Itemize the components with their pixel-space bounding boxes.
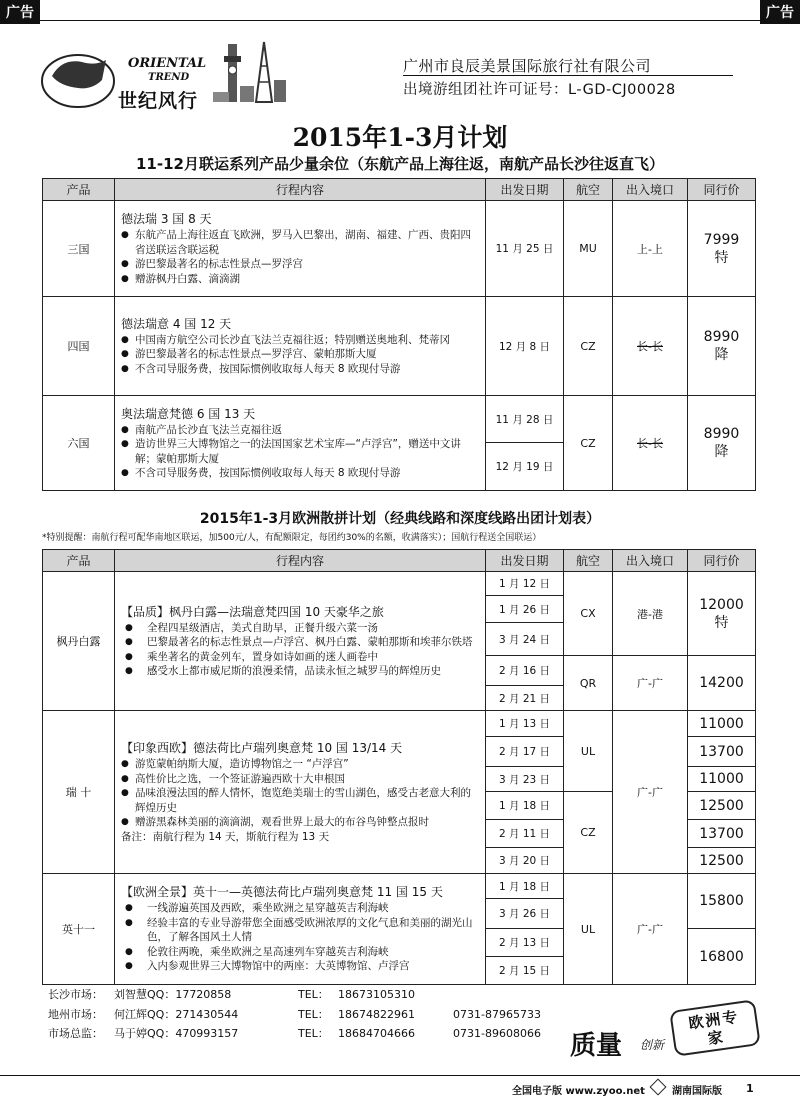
contact-tel2: 0731-87965733 [453,1007,541,1021]
list-item: ● 巴黎最著名的标志性景点—卢浮宫、枫丹白露、蒙帕那斯和埃菲尔铁塔 [121,635,481,650]
port-value: 长-长 [637,437,663,450]
license-number: 出境游组团社许可证号：L-GD-CJ00028 [403,82,676,98]
contacts-block [48,985,541,1044]
price-cell [688,201,756,297]
list-item: ● 中国南方航空公司长沙直飞法兰克福往返；特别赠送奥地利、梵蒂冈 [121,333,481,348]
date-cell: 3 月 23 日 [486,767,564,792]
table-header-row [43,550,756,572]
product-cell: 英十一 [43,874,115,985]
price-cell: 13700 [688,820,756,848]
price-cell [688,396,756,491]
itinerary-remark: 备注：南航行程为 14 天，斯航行程为 13 天 [121,830,330,843]
price-value: 8990 [703,329,740,345]
list-item: ● 乘坐著名的黄金列车，置身如诗如画的迷人画卷中 [121,650,481,665]
port-cell: 港-港 [613,572,688,656]
page-number: 1 [746,1082,754,1095]
col-header: 出入境口 [613,179,688,201]
table-row [43,396,756,443]
price-value: 12000 [699,596,744,613]
list-item: ● 游巴黎最著名的标志性景点—罗浮宫 [121,257,481,272]
header-rule [0,20,800,21]
itinerary-cell [115,396,486,491]
col-header: 同行价 [688,550,756,572]
airline-cell: CZ [564,396,613,491]
section1-title: 11-12月联运系列产品少量余位（东航产品上海往返，南航产品长沙往返直飞） [136,155,664,173]
itinerary-title [121,884,481,901]
price-cell: 12500 [688,848,756,874]
date-cell: 3 月 26 日 [486,899,564,929]
port-cell: 上-上 [613,201,688,297]
footer-left: 全国电子版 www.zyoo.net [512,1086,645,1097]
section1-table [42,178,756,491]
list-item: ● 入内参观世界三大博物馆中的两座：大英博物馆、卢浮宫 [121,959,481,974]
price-cell [688,656,756,711]
airline-cell: UL [564,711,613,792]
col-header: 出发日期 [486,179,564,201]
itinerary-name: 德法荷比卢瑞列奥意梵 10 国 13/14 天 [193,741,403,755]
price-cell: 16800 [688,929,756,985]
price-note: 特 [714,614,729,631]
date-cell: 11 月 28 日 [486,396,564,443]
list-item: ● 造访世界三大博物馆之一的法国国家艺术宝库—“卢浮宫”，赠送中文讲解；蒙帕那斯大厦 [121,437,481,466]
port-cell [613,297,688,396]
price-cell: 13700 [688,737,756,767]
list-item: ● 高性价比之选，一个签证游遍西欧十大申根国 [121,772,481,787]
date-cell: 2 月 15 日 [486,957,564,985]
stamp-badge [669,999,761,1057]
date-cell: 1 月 13 日 [486,711,564,737]
airline-cell: MU [564,201,613,297]
contact-tel-label: TEL： [298,1007,329,1021]
list-item: ● 全程四星级酒店，美式自助早，正餐升级六菜一汤 [121,621,481,636]
airline-cell: CZ [564,297,613,396]
footer-rule [0,1075,800,1076]
date-cell: 2 月 21 日 [486,686,564,711]
contact-label: 长沙市场： [48,988,103,1001]
table-row [43,297,756,396]
logo-text-cn: 世纪风行 [118,90,199,112]
itinerary-title: 德法瑞意 4 国 12 天 [121,316,232,331]
list-item: ● 不含司导服务费，按国际惯例收取每人每天 8 欧现付导游 [121,362,481,377]
col-header: 航空 [564,550,613,572]
contact-tel2: 0731-89608066 [453,1027,541,1040]
list-item: ● 南航产品长沙直飞法兰克福往返 [121,423,481,438]
date-cell: 12 月 19 日 [486,443,564,491]
itinerary-cell [115,201,486,297]
date-cell: 11 月 25 日 [486,201,564,297]
product-cell: 六国 [43,396,115,491]
list-item: ● 东航产品上海往返直飞欧洲，罗马入巴黎出，湖南、福建、广西、贵阳四省送联运含联运税 [121,228,481,257]
date-cell: 12 月 8 日 [486,297,564,396]
product-cell: 三国 [43,201,115,297]
date-cell: 2 月 13 日 [486,929,564,957]
date-cell: 2 月 11 日 [486,820,564,848]
port-value: 长-长 [637,340,663,353]
contact-name: 何江辉QQ：271430544 [114,1007,239,1021]
contact-tel-label: TEL： [298,1027,329,1040]
product-cell: 枫丹白露 [43,572,115,711]
footer-right: 湖南国际版 [672,1086,722,1097]
port-cell [613,396,688,491]
date-cell: 1 月 12 日 [486,572,564,596]
price-value: 7999 [703,231,740,248]
itinerary-name: 枫丹白露—法瑞意梵四国 10 天豪华之旅 [169,604,384,619]
slogan-sub: 创新 [640,1038,665,1052]
list-item: ● 游巴黎最著名的标志性景点—罗浮宫、蒙帕那斯大厦 [121,347,481,362]
itinerary-cell [115,874,486,985]
col-header: 产品 [43,179,115,201]
price-cell: 11000 [688,711,756,737]
itinerary-tag: 【品质】 [121,604,170,619]
price-value: 8990 [703,426,740,442]
ad-label-left: 广告 [0,0,40,24]
port-cell: 广-广 [613,711,688,874]
port-cell: 广-广 [613,656,688,711]
price-cell [688,297,756,396]
price-note: 降 [714,444,729,460]
col-header: 行程内容 [115,179,486,201]
section2-title: 2015年1-3月欧洲散拼计划（经典线路和深度线路出团计划表） [199,511,601,527]
itinerary-tag: 【欧洲全景】 [121,885,194,900]
contact-tel: 18674822961 [338,1007,415,1021]
list-item: ● 经验丰富的专业导游带您全面感受欧洲浓厚的文化气息和美丽的湖光山色，了解各国风土人情 [121,916,481,945]
product-cell: 瑞 十 [43,711,115,874]
contact-label: 市场总监： [48,1027,103,1040]
price-cell [688,572,756,656]
col-header: 同行价 [688,179,756,201]
list-item: ● 游览蒙帕纳斯大厦，造访博物馆之一 “卢浮宫” [121,757,481,772]
price-note: 特 [714,249,729,266]
itinerary-title [121,740,481,757]
price-value: 14200 [699,675,744,691]
company-name: 广州市良辰美景国际旅行社有限公司 [403,57,652,75]
slogan-main: 质量 [570,1031,623,1061]
list-item: ● 伦敦往两晚，乘坐欧洲之星高速列车穿越英吉利海峡 [121,945,481,960]
contact-tel: 18673105310 [338,988,415,1001]
contact-tel: 18684704666 [338,1027,415,1040]
contact-name: 马于婷QQ：470993157 [114,1027,239,1040]
col-header: 出发日期 [486,550,564,572]
table-row [43,874,756,899]
date-cell: 1 月 26 日 [486,596,564,623]
col-header: 产品 [43,550,115,572]
list-item: ● 品味浪漫法国的醉人情怀，饱览绝美瑞士的雪山湖色，感受古老意大利的辉煌历史 [121,786,481,815]
table-header-row [43,179,756,201]
list-item: ● 感受水上都市威尼斯的浪漫柔情，品读永恒之城罗马的辉煌历史 [121,664,481,679]
price-cell: 15800 [688,874,756,929]
table-row [43,572,756,596]
product-cell: 四国 [43,297,115,396]
ad-label-right: 广告 [760,0,800,24]
date-cell: 2 月 17 日 [486,737,564,767]
table-row [43,201,756,297]
port-cell: 广-广 [613,874,688,985]
page-title: 2015年1-3月计划 [292,123,508,152]
contact-row [48,1005,541,1025]
contact-row [48,985,541,1005]
company-divider [403,75,733,76]
stamp-text: 欧洲专家 [687,1007,741,1049]
contact-row [48,1024,541,1044]
date-cell: 3 月 24 日 [486,623,564,656]
logo-text-en-1: ORIENTAL [128,56,207,71]
list-item: ● 不含司导服务费，按国际惯例收取每人每天 8 欧现付导游 [121,466,481,481]
itinerary-cell [115,711,486,874]
table-row [43,711,756,737]
itinerary-title [121,604,481,621]
date-cell: 3 月 20 日 [486,848,564,874]
list-item: ● 一线游遍英国及西欧，乘坐欧洲之星穿越英吉利海峡 [121,901,481,916]
itinerary-title: 德法瑞 3 国 8 天 [121,212,212,226]
date-cell: 2 月 16 日 [486,656,564,686]
itinerary-title: 奥法瑞意梵德 6 国 13 天 [121,406,256,421]
special-notice: *特别提醒：南航行程可配华南地区联运，加500元/人，有配额限定，每团约30%的名额，收满落实）；国航行程送全国联运） [42,533,542,543]
contact-name: 刘智慧QQ：17720858 [114,988,232,1001]
col-header: 出入境口 [613,550,688,572]
price-cell: 12500 [688,792,756,820]
airline-cell: CX [564,572,613,656]
col-header: 航空 [564,179,613,201]
col-header: 行程内容 [115,550,486,572]
airline-cell: UL [564,874,613,985]
diamond-icon [650,1079,667,1096]
company-logo [38,36,288,116]
date-cell: 1 月 18 日 [486,874,564,899]
date-cell: 1 月 18 日 [486,792,564,820]
airline-cell: QR [564,656,613,711]
airline-cell: CZ [564,792,613,874]
price-note: 降 [714,347,729,363]
section2-table [42,549,756,985]
itinerary-cell [115,297,486,396]
itinerary-name: 英十一—英德法荷比卢瑞列奥意梵 11 国 15 天 [193,885,443,900]
contact-tel-label: TEL： [298,988,329,1001]
list-item: ● 赠游黑森林美丽的滴滴湖，观看世界上最大的布谷鸟钟整点报时 [121,815,481,830]
contact-label: 地州市场： [48,1007,103,1021]
logo-text-en-2: TREND [148,72,190,83]
itinerary-cell [115,572,486,711]
list-item: ● 赠游枫丹白露、滴滴湖 [121,272,481,287]
price-cell: 11000 [688,767,756,792]
itinerary-tag: 【印象西欧】 [121,741,194,755]
